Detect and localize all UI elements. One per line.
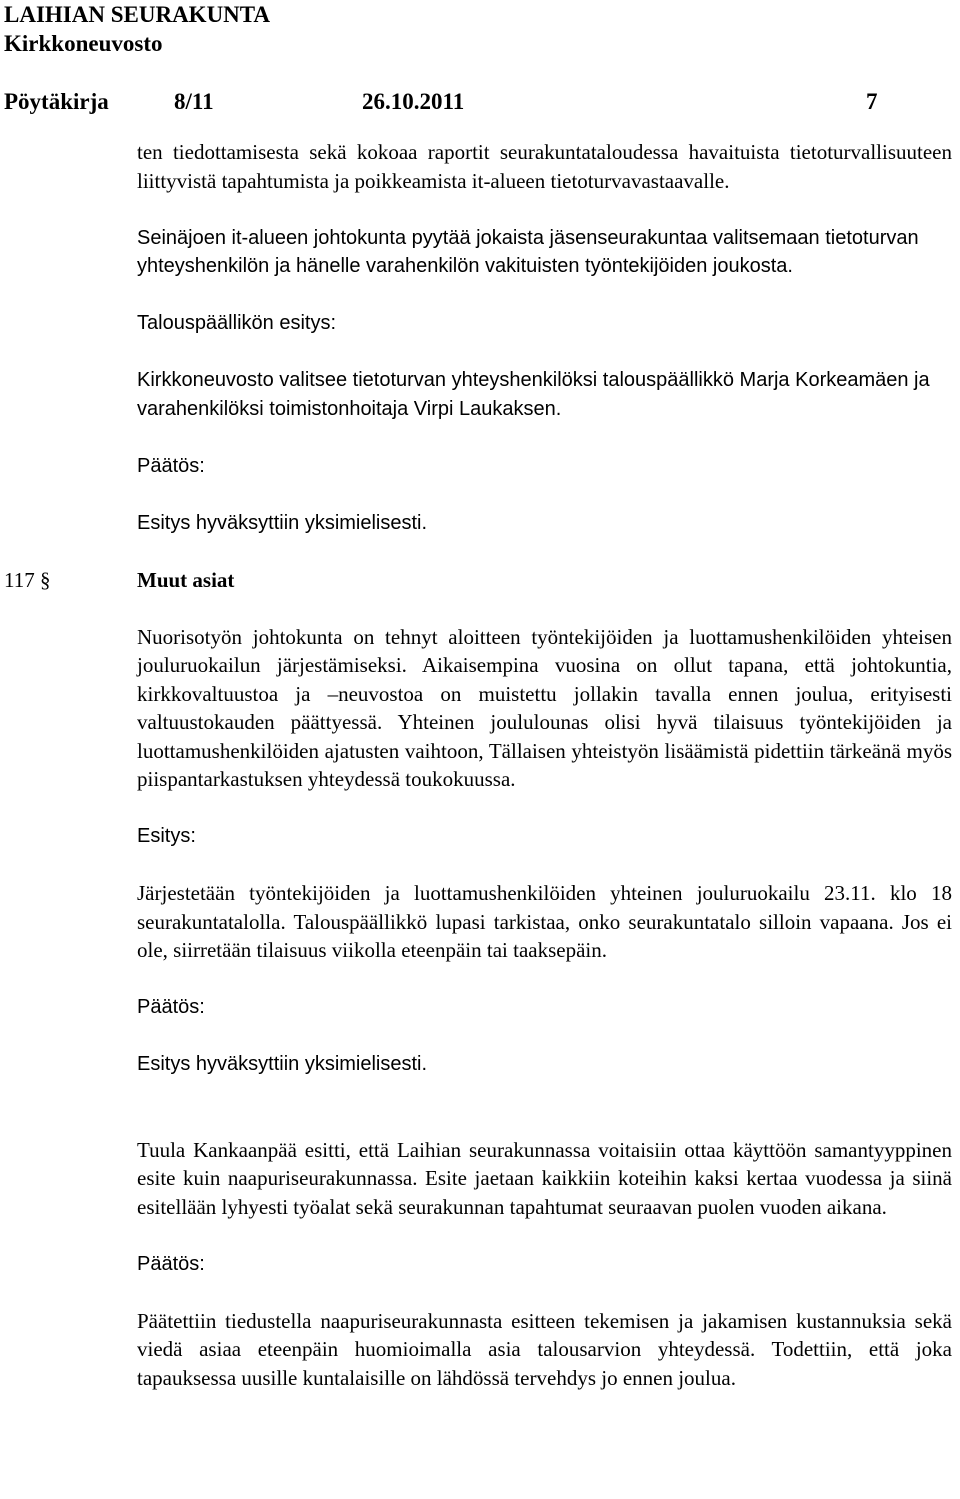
section-heading xyxy=(4,566,952,595)
label-decision: Päätös: xyxy=(137,1252,205,1275)
paragraph-it-contact: Seinäjoen it-alueen johtokunta pyytää jokaista jäsenseurakuntaa valitsemaan tietoturvan yhteyshenkilön ja hänelle varahenkilön vakituisten työntekijöiden joukosta. xyxy=(137,226,919,277)
paragraph-brochure: Tuula Kankaanpää esitti, että Laihian seurakunnassa voitaisiin ottaa käyttöön samantyyppinen esite kuin naapuriseurakunnassa. Esite jaetaan kaikkiin koteihin kaksi kertaa vuodessa ja siinä esitellään lyhyesti työalat sekä seurakunnan tapahtumat seuraavan puolen vuoden aikana. xyxy=(137,1137,952,1219)
paragraph-continued: ten tiedottamisesta sekä kokoaa raportit seurakuntataloudessa havaituista tietoturvallisuuteen liittyvistä tapahtumista ja poikkeamista it-alueen tietoturvavastaavalle. xyxy=(137,140,952,193)
section-number: 117 § xyxy=(4,567,51,592)
paragraph-christmas-dinner: Nuorisotyön johtokunta on tehnyt aloitteen työntekijöiden ja luottamushenkilöiden yhteisen jouluruokailun järjestämiseksi. Aikaisempina vuosina on ollut tapana, että johtokuntia, kirkkovaltuustoa ja –neuvostoa on muistettu jollakin tavalla ennen joulua, erityisesti valtuustokauden päättyessä. Yhteinen joululounas olisi hyvä tilaisuus työntekijöiden ja luottamushenkilöiden ajatusten vaihtoon, Tällaisen yhteistyön lisäämistä pidettiin tärkeänä myös piispantarkastuksen yhteydessä toukokuussa. xyxy=(137,624,952,791)
header-meta-row xyxy=(4,87,954,116)
label-proposal: Esitys: xyxy=(137,825,196,847)
meeting-number: 8/11 xyxy=(174,89,214,114)
label-finance-proposal: Talouspäällikön esitys: xyxy=(137,312,336,334)
meeting-date: 26.10.2011 xyxy=(362,89,465,114)
spacer xyxy=(137,1107,952,1136)
document-header xyxy=(4,0,954,116)
label-decision: Päätös: xyxy=(137,454,205,477)
organization-name: LAIHIAN SEURAKUNTA xyxy=(4,2,271,27)
paragraph-brochure-decision: Päätettiin tiedustella naapuriseurakunnasta esitteen tekemisen ja jakamisen kustannuksia sekä viedä asiaa eteenpäin huomioimalla asia talousarvion yhteydessä. Todettiin, että joka tapauksessa uusille kuntalaisille on lähdössä tervehdys jo ennen joulua. xyxy=(137,1308,952,1390)
document-type: Pöytäkirja xyxy=(4,89,109,114)
document-body xyxy=(4,138,952,1421)
paragraph-proposal: Järjestetään työntekijöiden ja luottamushenkilöiden yhteinen jouluruokailu 23.11. klo 18 seurakuntatalolla. Talouspäällikkö lupasi tarkistaa, onko seurakuntatalo silloin vapaana. Jos ei ole, siirretään tilaisuus viikolla eteenpäin tai taaksepäin. xyxy=(137,881,952,962)
decision-text: Esitys hyväksyttiin yksimielisesti. xyxy=(137,511,428,534)
decision-text: Esitys hyväksyttiin yksimielisesti. xyxy=(137,1053,428,1075)
label-decision: Päätös: xyxy=(137,996,205,1018)
section-title: Muut asiat xyxy=(137,567,235,592)
governing-body: Kirkkoneuvosto xyxy=(4,31,163,56)
page-number: 7 xyxy=(866,89,878,114)
paragraph-finance-proposal: Kirkkoneuvosto valitsee tietoturvan yhteyshenkilöksi talouspäällikkö Marja Korkeamäen ja varahenkilöksi toimistonhoitaja Virpi Laukaksen. xyxy=(137,369,930,420)
